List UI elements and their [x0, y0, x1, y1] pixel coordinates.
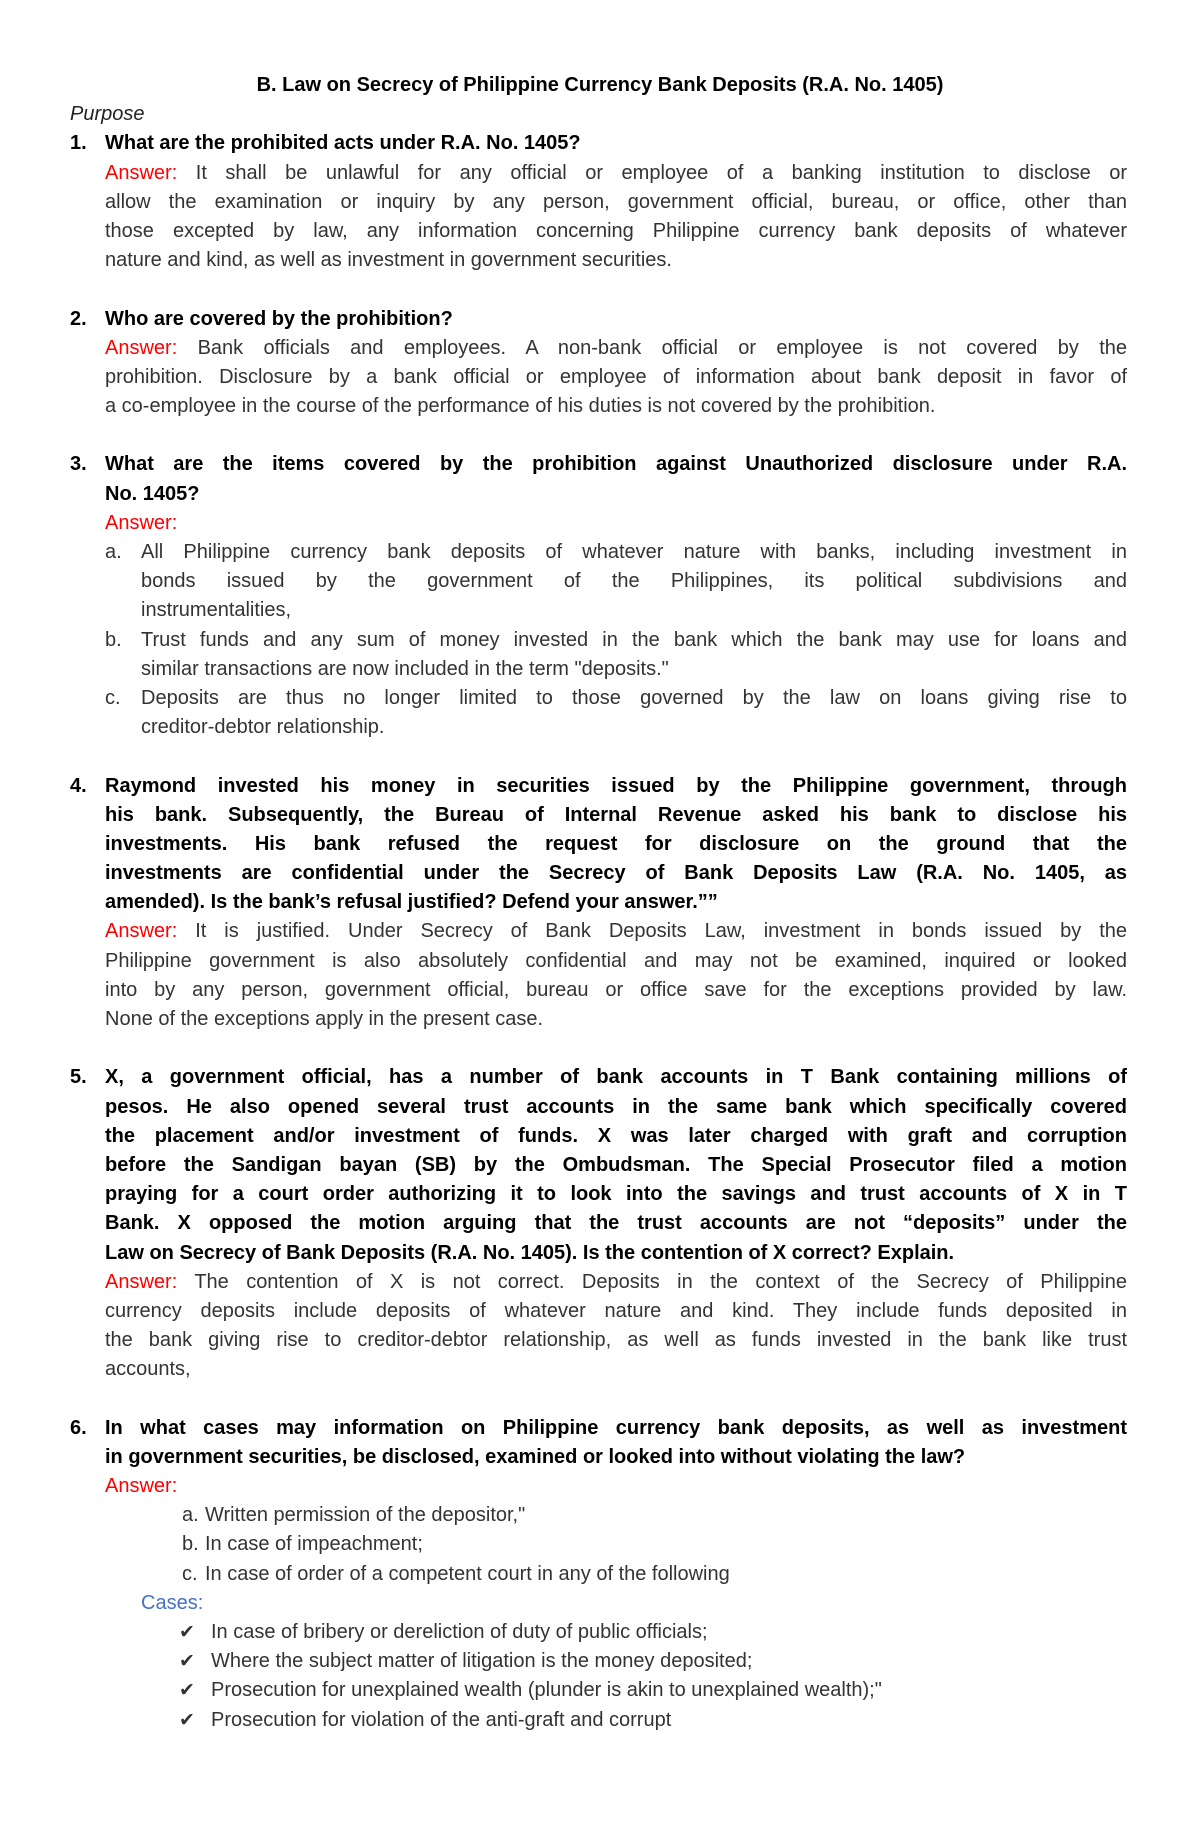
answer-label: Answer:	[105, 336, 178, 359]
exception-text: In case of impeachment;	[205, 1533, 423, 1556]
question-text: X, a government official, has a number of bank accounts in T Bank containing millions of	[105, 1066, 1127, 1089]
list-item-text: All Philippine currency bank deposits of whatever nature with banks, including investment in	[141, 541, 1127, 563]
answer-body	[105, 159, 1127, 188]
list-marker: a.	[182, 1504, 199, 1527]
question-number: 2.	[70, 307, 87, 330]
answer-text: Philippine government is also absolutely confidential and may not be examined, inquired or looked	[105, 949, 1127, 972]
answer-text: accounts,	[105, 1358, 191, 1381]
answer-line	[0, 159, 1200, 188]
question-text: amended). Is the bank’s refusal justified? Defend your answer.””	[105, 891, 718, 914]
answer-list-item	[0, 596, 1200, 625]
answer-label: Answer:	[105, 161, 178, 184]
case-item	[0, 1618, 1200, 1647]
list-marker: b.	[105, 628, 122, 651]
checkmark-icon: ✔	[179, 1621, 195, 1643]
answer-label: Answer:	[105, 1475, 178, 1497]
question-line	[0, 1443, 1200, 1472]
blank-line	[0, 1034, 1200, 1063]
checkmark-icon: ✔	[179, 1680, 195, 1702]
answer-body	[105, 363, 1127, 392]
answer-body	[105, 392, 1127, 421]
answer-line	[0, 1268, 1200, 1297]
question-number: 3.	[70, 453, 87, 476]
question-line	[0, 450, 1200, 479]
answer-body	[105, 188, 1127, 217]
answer-line	[0, 334, 1200, 363]
question-line	[0, 1122, 1200, 1151]
list-marker: c.	[182, 1562, 198, 1585]
question-text: Who are covered by the prohibition?	[105, 307, 453, 330]
question-text: No. 1405?	[105, 482, 200, 505]
answer-line	[0, 1297, 1200, 1326]
answer-body	[105, 246, 1127, 275]
question-block	[0, 129, 1200, 275]
answer-line	[0, 392, 1200, 421]
answer-text: It shall be unlawful for any official or employee of a banking institution to disclose or	[195, 161, 1127, 184]
question-text: pesos. He also opened several trust accounts in the same bank which specifically covered	[105, 1095, 1127, 1118]
exception-item	[0, 1560, 1200, 1589]
answer-line	[0, 246, 1200, 275]
case-text: In case of bribery or dereliction of duty of public officials;	[211, 1620, 708, 1643]
list-marker: a.	[105, 541, 122, 563]
document-page	[0, 71, 1200, 1735]
question-text: Law on Secrecy of Bank Deposits (R.A. No. 1405). Is the contention of X correct? Explain.	[105, 1241, 955, 1264]
question-text: praying for a court order authorizing it to look into the savings and trust accounts of X in T	[105, 1183, 1127, 1206]
question-line	[0, 1180, 1200, 1209]
question-block	[0, 1034, 1200, 1384]
question-line	[0, 830, 1200, 859]
question-line	[0, 1414, 1200, 1443]
checkmark-icon: ✔	[179, 1651, 195, 1673]
list-item-text: similar transactions are now included in the term "deposits."	[141, 657, 669, 680]
question-list	[0, 129, 1200, 1734]
answer-text: the bank giving rise to creditor-debtor relationship, as well as funds invested in the bank like trust	[105, 1329, 1127, 1352]
question-line	[0, 1209, 1200, 1238]
question-line	[0, 1093, 1200, 1122]
answer-text: into by any person, government official, bureau or office save for the exceptions provided by law.	[105, 978, 1127, 1001]
purpose-heading: Purpose	[70, 103, 145, 126]
answer-text: None of the exceptions apply in the present case.	[105, 1008, 544, 1030]
question-number: 4.	[70, 774, 87, 797]
answer-text: prohibition. Disclosure by a bank official or employee of information about bank deposit in favor of	[105, 365, 1127, 388]
answer-label: Answer:	[105, 920, 178, 943]
answer-line	[0, 1355, 1200, 1384]
checkmark-icon: ✔	[179, 1709, 195, 1731]
question-line	[0, 1151, 1200, 1180]
list-marker: c.	[105, 686, 121, 709]
question-block	[0, 421, 1200, 742]
answer-body	[105, 947, 1127, 976]
answer-line	[0, 363, 1200, 392]
case-item	[0, 1647, 1200, 1676]
answer-line	[0, 947, 1200, 976]
answer-body	[105, 509, 1127, 538]
answer-line	[0, 188, 1200, 217]
question-text: Raymond invested his money in securities issued by the Philippine government, through	[105, 774, 1127, 797]
answer-body	[105, 1005, 1127, 1034]
question-line	[0, 305, 1200, 334]
question-text: the placement and/or investment of funds. X was later charged with graft and corruption	[105, 1124, 1127, 1147]
blank-line	[0, 742, 1200, 771]
list-item-text: Deposits are thus no longer limited to those governed by the law on loans giving rise to	[141, 686, 1127, 709]
answer-line	[0, 1326, 1200, 1355]
exception-item	[0, 1501, 1200, 1530]
answer-text: The contention of X is not correct. Deposits in the context of the Secrecy of Philippine	[194, 1270, 1127, 1293]
document-title: B. Law on Secrecy of Philippine Currency Bank Deposits (R.A. No. 1405)	[256, 74, 944, 96]
question-text: Bank. X opposed the motion arguing that the trust accounts are not “deposits” under the	[105, 1212, 1127, 1235]
answer-text: nature and kind, as well as investment in government securities.	[105, 249, 672, 272]
question-line	[0, 859, 1200, 888]
question-block	[0, 742, 1200, 1034]
case-item	[0, 1676, 1200, 1705]
answer-list-item	[0, 567, 1200, 596]
answer-body	[105, 217, 1127, 246]
answer-body	[105, 1472, 1127, 1501]
question-line	[0, 1063, 1200, 1092]
question-text: investments are confidential under the Secrecy of Bank Deposits Law (R.A. No. 1405, as	[105, 862, 1127, 885]
question-text: before the Sandigan bayan (SB) by the Ombudsman. The Special Prosecutor filed a motion	[105, 1153, 1127, 1176]
exception-item	[0, 1530, 1200, 1559]
answer-list-item	[0, 538, 1200, 567]
exception-text: Written permission of the depositor,"	[205, 1504, 526, 1527]
answer-line	[0, 1472, 1200, 1501]
cases-label: Cases:	[141, 1591, 204, 1614]
list-item-text: instrumentalities,	[141, 599, 292, 622]
answer-line	[0, 976, 1200, 1005]
answer-text: Bank officials and employees. A non-bank official or employee is not covered by the	[197, 336, 1127, 359]
answer-body	[105, 1297, 1127, 1326]
question-text: investments. His bank refused the request for disclosure on the ground that the	[105, 832, 1127, 855]
answer-text: currency deposits include deposits of whatever nature and kind. They include funds deposited in	[105, 1299, 1127, 1322]
answer-body	[105, 1268, 1127, 1297]
answer-body	[105, 976, 1127, 1005]
answer-body	[105, 917, 1127, 946]
question-text: his bank. Subsequently, the Bureau of Internal Revenue asked his bank to disclose his	[105, 803, 1127, 826]
question-line	[0, 772, 1200, 801]
blank-line	[0, 1384, 1200, 1413]
case-text: Where the subject matter of litigation is the money deposited;	[211, 1650, 753, 1673]
blank-line	[0, 421, 1200, 450]
question-text: What are the prohibited acts under R.A. No. 1405?	[105, 132, 581, 155]
answer-list-item	[0, 655, 1200, 684]
answer-list-item	[0, 713, 1200, 742]
case-item	[0, 1706, 1200, 1735]
exception-text: In case of order of a competent court in any of the following	[205, 1562, 730, 1585]
answer-text: It is justified. Under Secrecy of Bank Deposits Law, investment in bonds issued by the	[195, 920, 1127, 943]
list-item-text: bonds issued by the government of the Philippines, its political subdivisions and	[141, 570, 1127, 593]
question-block	[0, 1384, 1200, 1734]
answer-body	[105, 334, 1127, 363]
answer-body	[105, 1326, 1127, 1355]
answer-line	[0, 1005, 1200, 1034]
answer-line	[0, 917, 1200, 946]
answer-label: Answer:	[105, 511, 178, 534]
question-block	[0, 275, 1200, 421]
answer-line	[0, 217, 1200, 246]
case-text: Prosecution for violation of the anti-graft and corrupt	[211, 1708, 672, 1731]
blank-line	[0, 275, 1200, 304]
question-number: 1.	[70, 132, 87, 155]
case-text: Prosecution for unexplained wealth (plunder is akin to unexplained wealth);"	[211, 1679, 882, 1702]
list-marker: b.	[182, 1533, 199, 1556]
question-line	[0, 480, 1200, 509]
answer-text: those excepted by law, any information concerning Philippine currency bank deposits of whatever	[105, 219, 1127, 242]
list-item-text: creditor-debtor relationship.	[141, 716, 385, 739]
question-text: What are the items covered by the prohibition against Unauthorized disclosure under R.A.	[105, 453, 1127, 476]
answer-text: allow the examination or inquiry by any person, government official, bureau, or office, other than	[105, 190, 1127, 213]
answer-list-item	[0, 684, 1200, 713]
question-line	[0, 1239, 1200, 1268]
question-text: in government securities, be disclosed, examined or looked into without violating the law?	[105, 1445, 966, 1468]
question-line	[0, 129, 1200, 158]
question-line	[0, 801, 1200, 830]
question-number: 6.	[70, 1416, 87, 1439]
answer-text: a co-employee in the course of the performance of his duties is not covered by the prohibition.	[105, 395, 936, 418]
question-text: In what cases may information on Philippine currency bank deposits, as well as investment	[105, 1416, 1127, 1439]
list-item-text: Trust funds and any sum of money invested in the bank which the bank may use for loans and	[141, 628, 1127, 651]
question-line	[0, 888, 1200, 917]
answer-body	[105, 1355, 1127, 1384]
answer-label: Answer:	[105, 1270, 178, 1293]
answer-list-item	[0, 626, 1200, 655]
question-number: 5.	[70, 1066, 87, 1089]
answer-line	[0, 509, 1200, 538]
